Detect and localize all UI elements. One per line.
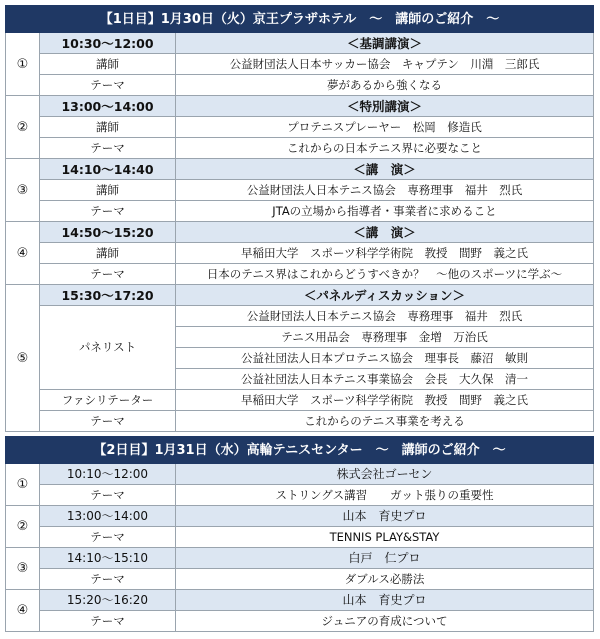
table-row — [6, 569, 594, 590]
table-row — [6, 527, 594, 548]
table-row — [6, 485, 594, 506]
session-number: ② — [6, 96, 40, 159]
row-value: プロテニスプレーヤー 松岡 修造氏 — [176, 117, 594, 138]
session-number: ② — [6, 506, 40, 548]
theme: ジュニアの育成について — [176, 611, 594, 632]
theme-label: テーマ — [40, 527, 176, 548]
panelist: 公益社団法人日本プロテニス協会 理事長 藤沼 敏則 — [176, 348, 594, 369]
table-row — [6, 611, 594, 632]
session-number: ④ — [6, 590, 40, 632]
session-title: ＜講 演＞ — [176, 222, 594, 243]
theme-label: テーマ — [40, 569, 176, 590]
panelist: 公益財団法人日本テニス協会 専務理事 福井 烈氏 — [176, 306, 594, 327]
table-row — [6, 411, 594, 432]
session-speaker: 山本 育史プロ — [176, 506, 594, 527]
row-label: 講師 — [40, 180, 176, 201]
row-value: 公益財団法人日本サッカー協会 キャプテン 川淵 三郎氏 — [176, 54, 594, 75]
panelist: 公益社団法人日本テニス事業協会 会長 大久保 清一 — [176, 369, 594, 390]
session-time: 14:10～15:10 — [40, 548, 176, 569]
session-time: 14:10～14:40 — [40, 159, 176, 180]
session-number: ③ — [6, 159, 40, 222]
day1-header: 【1日目】1月30日（火）京王プラザホテル ～ 講師のご紹介 ～ — [6, 6, 594, 33]
table-row — [6, 464, 594, 485]
session-number: ① — [6, 464, 40, 506]
row-value: 早稲田大学 スポーツ科学学術院 教授 間野 義之氏 — [176, 243, 594, 264]
table-row — [6, 390, 594, 411]
row-value: JTAの立場から指導者・事業者に求めること — [176, 201, 594, 222]
table-row — [6, 306, 594, 327]
table-row — [6, 201, 594, 222]
table-row — [6, 548, 594, 569]
session-time: 15:20～16:20 — [40, 590, 176, 611]
row-value: これからの日本テニス界に必要なこと — [176, 138, 594, 159]
facilitator: 早稲田大学 スポーツ科学学術院 教授 間野 義之氏 — [176, 390, 594, 411]
table-row — [6, 54, 594, 75]
row-label: 講師 — [40, 117, 176, 138]
table-row — [6, 33, 594, 54]
session-title: ＜パネルディスカッション＞ — [176, 285, 594, 306]
session-speaker: 白戸 仁プロ — [176, 548, 594, 569]
theme: ダブルス必勝法 — [176, 569, 594, 590]
table-row — [6, 180, 594, 201]
session-time: 10:10～12:00 — [40, 464, 176, 485]
day1-schedule-table — [5, 5, 594, 432]
table-row — [6, 285, 594, 306]
table-row — [6, 75, 594, 96]
row-label: テーマ — [40, 264, 176, 285]
theme-label: テーマ — [40, 411, 176, 432]
row-value: 公益財団法人日本テニス協会 専務理事 福井 烈氏 — [176, 180, 594, 201]
session-title: ＜講 演＞ — [176, 159, 594, 180]
row-label: 講師 — [40, 243, 176, 264]
panelist: テニス用品会 専務理事 金増 万治氏 — [176, 327, 594, 348]
session-time: 13:00～14:00 — [40, 96, 176, 117]
theme-label: テーマ — [40, 611, 176, 632]
theme: TENNIS PLAY&STAY — [176, 527, 594, 548]
row-value: 日本のテニス界はこれからどうすべきか？ ～他のスポーツに学ぶ～ — [176, 264, 594, 285]
theme-label: テーマ — [40, 485, 176, 506]
session-time: 15:30～17:20 — [40, 285, 176, 306]
session-number: ⑤ — [6, 285, 40, 432]
session-number: ① — [6, 33, 40, 96]
facilitator-label: ファシリテーター — [40, 390, 176, 411]
row-value: 夢があるから強くなる — [176, 75, 594, 96]
session-title: ＜基調講演＞ — [176, 33, 594, 54]
table-row — [6, 243, 594, 264]
session-number: ③ — [6, 548, 40, 590]
table-row — [6, 138, 594, 159]
theme: これからのテニス事業を考える — [176, 411, 594, 432]
session-time: 14:50～15:20 — [40, 222, 176, 243]
theme: ストリングス講習 ガット張りの重要性 — [176, 485, 594, 506]
session-number: ④ — [6, 222, 40, 285]
row-label: テーマ — [40, 201, 176, 222]
row-label: テーマ — [40, 138, 176, 159]
session-speaker: 株式会社ゴーセン — [176, 464, 594, 485]
session-time: 13:00～14:00 — [40, 506, 176, 527]
table-row — [6, 590, 594, 611]
day2-schedule-table — [5, 436, 594, 632]
table-row — [6, 159, 594, 180]
session-time: 10:30～12:00 — [40, 33, 176, 54]
table-row — [6, 264, 594, 285]
table-row — [6, 96, 594, 117]
panelist-label: パネリスト — [40, 306, 176, 390]
table-row — [6, 117, 594, 138]
session-speaker: 山本 育史プロ — [176, 590, 594, 611]
table-row — [6, 506, 594, 527]
row-label: テーマ — [40, 75, 176, 96]
table-row — [6, 222, 594, 243]
day2-header: 【2日目】1月31日（水）高輪テニスセンター ～ 講師のご紹介 ～ — [6, 437, 594, 464]
session-title: ＜特別講演＞ — [176, 96, 594, 117]
row-label: 講師 — [40, 54, 176, 75]
